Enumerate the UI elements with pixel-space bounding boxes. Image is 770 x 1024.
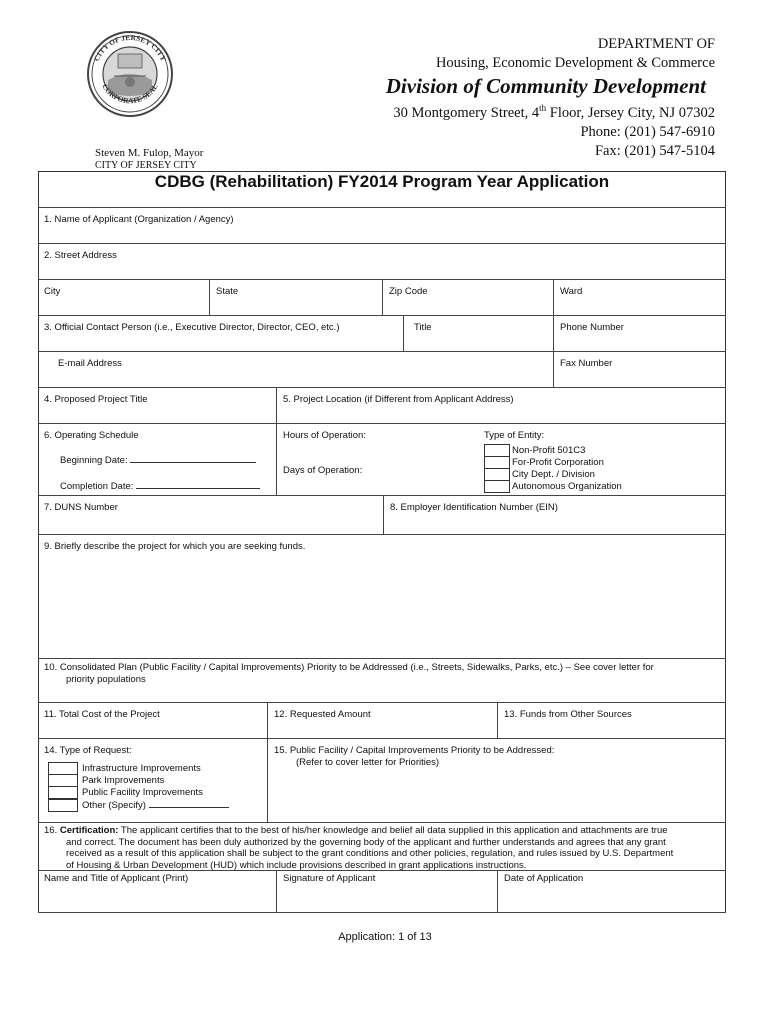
request-option-label: Infrastructure Improvements	[82, 763, 201, 775]
other-specify-line[interactable]	[149, 798, 229, 808]
state-field[interactable]: State	[210, 280, 383, 316]
checkbox[interactable]	[484, 480, 510, 493]
entity-option-label: For-Profit Corporation	[512, 457, 604, 469]
phone-number-field[interactable]: Phone Number	[554, 316, 726, 352]
hours-days-section	[277, 424, 478, 496]
certification-section: 16. Certification: The applicant certifies that to the best of his/her knowledge and belief all data supplied in this application and attachments are true and correct. The document has been duly authorized by the governing body of the applicant and further understands and agrees that any grant received as a result of this application shall be subject to the grant conditions and other policies, regulation, and rules issued by U.S. Department of Housing & Urban Development (HUD) which include provisions described in grant applications instructions.	[38, 823, 726, 871]
request-options	[44, 762, 261, 810]
entity-option[interactable]	[484, 456, 720, 468]
request-type-section	[38, 739, 268, 823]
contact-person-field[interactable]: 3. Official Contact Person (i.e., Executive Director, Director, CEO, etc.)	[38, 316, 404, 352]
entity-type-label: Type of Entity:	[484, 430, 545, 441]
division-title: Division of Community Development	[385, 74, 706, 98]
city-seal-logo	[86, 30, 174, 118]
fax: Fax: (201) 547-5104	[594, 142, 715, 159]
request-option[interactable]	[48, 762, 261, 774]
phone: Phone: (201) 547-6910	[580, 123, 715, 140]
requested-amount-field[interactable]: 12. Requested Amount	[268, 703, 498, 739]
seal-text-top: CITY OF JERSEY CITY	[91, 32, 169, 63]
ward-field[interactable]: Ward	[554, 280, 726, 316]
street-address-field[interactable]: 2. Street Address	[38, 244, 726, 280]
days-of-operation-field[interactable]: Days of Operation:	[283, 465, 363, 476]
entity-option-label: Non-Profit 501C3	[512, 445, 586, 457]
project-location-field[interactable]: 5. Project Location (if Different from Applicant Address)	[277, 388, 726, 424]
completion-date-field[interactable]: Completion Date:	[44, 479, 270, 493]
address: 30 Montgomery Street, 4th Floor, Jersey City, NJ 07302	[393, 103, 715, 121]
seal-text-bottom: CORPORATE SEAL	[100, 82, 160, 106]
priority-field[interactable]: 15. Public Facility / Capital Improvements Priority to be Addressed: (Refer to cover letter for Priorities)	[268, 739, 726, 823]
signature-field[interactable]: Signature of Applicant	[277, 871, 498, 913]
department-header	[386, 35, 715, 161]
beginning-date-field[interactable]: Beginning Date:	[44, 453, 270, 467]
request-option[interactable]	[48, 798, 261, 810]
other-funds-field[interactable]: 13. Funds from Other Sources	[498, 703, 726, 739]
total-cost-field[interactable]: 11. Total Cost of the Project	[38, 703, 268, 739]
city-field[interactable]: City	[38, 280, 210, 316]
page-number: Application: 1 of 13	[338, 931, 432, 943]
ein-field[interactable]: 8. Employer Identification Number (EIN)	[384, 496, 726, 535]
department-sub: Housing, Economic Development & Commerce	[435, 55, 715, 71]
request-type-label: 14. Type of Request:	[44, 745, 132, 756]
entity-options	[484, 444, 720, 492]
request-option-label: Park Improvements	[82, 775, 165, 787]
form-title: CDBG (Rehabilitation) FY2014 Program Year Application	[154, 172, 610, 191]
department-label: DEPARTMENT OF	[597, 36, 715, 52]
request-option[interactable]	[48, 774, 261, 786]
form-title-row	[38, 171, 726, 208]
certification-label: Certification:	[59, 825, 119, 836]
email-field[interactable]: E-mail Address	[38, 352, 554, 388]
mayor-name: Steven M. Fulop, Mayor	[95, 147, 204, 159]
entity-option[interactable]	[484, 444, 720, 456]
operating-schedule-label: 6. Operating Schedule	[44, 430, 139, 441]
entity-option[interactable]	[484, 480, 720, 492]
duns-number-field[interactable]: 7. DUNS Number	[38, 496, 384, 535]
request-option[interactable]	[48, 786, 261, 798]
entity-type-section	[478, 424, 726, 496]
application-date-field[interactable]: Date of Application	[498, 871, 726, 913]
hours-of-operation-field[interactable]: Hours of Operation:	[283, 430, 366, 441]
checkbox[interactable]	[48, 799, 78, 812]
fax-number-field[interactable]: Fax Number	[554, 352, 726, 388]
consolidated-plan-field[interactable]: 10. Consolidated Plan (Public Facility / Capital Improvements) Priority to be Addressed (i.e., Streets, Sidewalks, Parks, etc.) – See cover letter for priority populations	[38, 659, 726, 703]
request-option-label: Public Facility Improvements	[82, 787, 203, 799]
entity-option-label: City Dept. / Division	[512, 469, 595, 481]
project-title-field[interactable]: 4. Proposed Project Title	[38, 388, 277, 424]
operating-schedule-section	[38, 424, 277, 496]
applicant-name-title-field[interactable]: Name and Title of Applicant (Print)	[38, 871, 277, 913]
city-name: CITY OF JERSEY CITY	[95, 160, 197, 171]
applicant-name-field[interactable]: 1. Name of Applicant (Organization / Agency)	[38, 208, 726, 244]
zip-code-field[interactable]: Zip Code	[383, 280, 554, 316]
project-description-field[interactable]: 9. Briefly describe the project for which you are seeking funds.	[38, 535, 726, 659]
request-option-label: Other (Specify)	[82, 800, 146, 811]
contact-title-field[interactable]: Title	[404, 316, 554, 352]
entity-option-label: Autonomous Organization	[512, 481, 622, 493]
entity-option[interactable]	[484, 468, 720, 480]
